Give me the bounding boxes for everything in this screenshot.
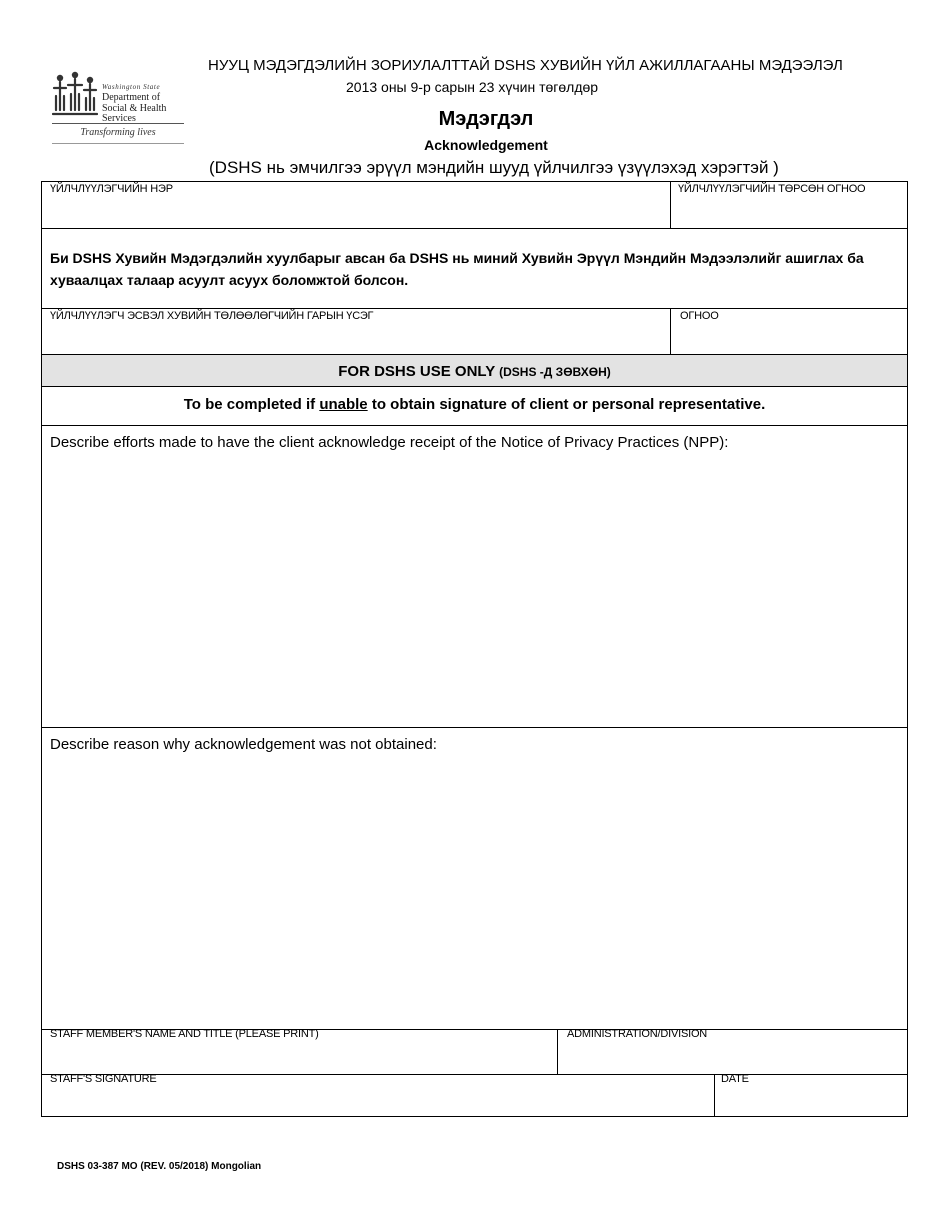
client-name-field[interactable] (42, 182, 670, 228)
signature-date-field[interactable] (671, 309, 907, 354)
efforts-text-area[interactable] (42, 456, 907, 726)
unable-instruction (42, 396, 907, 413)
staff-signature-row (42, 1075, 907, 1116)
requirement-note: (DSHS нь эмчилгээ эрүүл мэндийн шууд үйлчилгээ үзүүлэхэд хэрэгтэй ) (209, 158, 779, 177)
client-signature-label: ҮЙЛЧЛҮҮЛЭГЧ ЭСВЭЛ ХУВИЙН ТӨЛӨӨЛӨГЧИЙН ГАРЫН ҮСЭГ (50, 310, 374, 322)
admin-division-label: ADMINISTRATION/DIVISION (567, 1028, 708, 1040)
reason-text-area[interactable] (42, 758, 907, 1028)
client-info-row (42, 182, 907, 229)
form-id-footer: DSHS 03-387 MO (REV. 05/2018) Mongolian (57, 1161, 262, 1172)
acknowledgement-statement: Би DSHS Хувийн Мэдэгдэлийн хуулбарыг авсан ба DSHS нь миний Хувийн Эрүүл Мэндийн Мэдээлэлийг ашиглах ба хуваалцах талаар асуулт асуух боломжтой болсон. (50, 250, 864, 288)
dshs-use-only-heading (42, 363, 907, 380)
client-dob-label: ҮЙЛЧЛҮҮЛЭГЧИЙН ТӨРСӨН ОГНОО (678, 183, 866, 195)
efforts-label: Describe efforts made to have the client acknowledge receipt of the Notice of Privacy Practices (NPP): (50, 434, 729, 451)
staff-name-label: STAFF MEMBER'S NAME AND TITLE (PLEASE PRINT) (50, 1028, 319, 1040)
staff-signature-field[interactable] (42, 1075, 714, 1116)
staff-name-field[interactable] (42, 1030, 557, 1074)
acknowledgement-form (41, 181, 908, 1117)
client-signature-field[interactable] (42, 309, 670, 354)
reason-section (42, 728, 907, 1030)
admin-division-field[interactable] (558, 1030, 907, 1074)
unable-instruction-emphasis: unable (319, 396, 368, 413)
client-name-label: ҮЙЛЧЛҮҮЛЭГЧИЙН НЭР (50, 183, 173, 195)
client-dob-field[interactable] (671, 182, 907, 228)
dshs-use-only-text: FOR DSHS USE ONLY (338, 363, 495, 380)
dshs-logo (52, 66, 184, 146)
signature-row (42, 309, 907, 355)
dshs-use-only-mn: (DSHS -Д ЗӨВХӨН) (499, 365, 611, 379)
statement-row (42, 229, 907, 309)
signature-date-label: ОГНОО (680, 310, 719, 322)
staff-signature-label: STAFF'S SIGNATURE (50, 1073, 157, 1085)
effective-date: 2013 оны 9-р сарын 23 хүчин төгөлдөр (346, 79, 599, 95)
efforts-section (42, 426, 907, 728)
staff-date-field[interactable] (715, 1075, 907, 1116)
unable-instruction-row (42, 387, 907, 426)
page-title: Мэдэгдэл (438, 108, 534, 130)
reason-label: Describe reason why acknowledgement was not obtained: (50, 736, 437, 753)
page-subtitle: Acknowledgement (424, 137, 548, 153)
logo-state-text: Washington State (102, 83, 161, 91)
logo-department-text: Department of Social & Health Services (102, 92, 167, 124)
staff-info-row (42, 1030, 907, 1075)
unable-instruction-post: to obtain signature of client or personal representative. (371, 396, 766, 413)
unable-instruction-pre: To be completed if (183, 396, 316, 413)
staff-date-label: DATE (721, 1073, 749, 1085)
document-header-title: НУУЦ МЭДЭГДЭЛИЙН ЗОРИУЛАЛТТАЙ DSHS ХУВИЙН ҮЙЛ АЖИЛЛАГААНЫ МЭДЭЭЛЭЛ (208, 57, 843, 74)
dshs-use-only-row (42, 355, 907, 387)
logo-tagline: Transforming lives (80, 127, 156, 138)
